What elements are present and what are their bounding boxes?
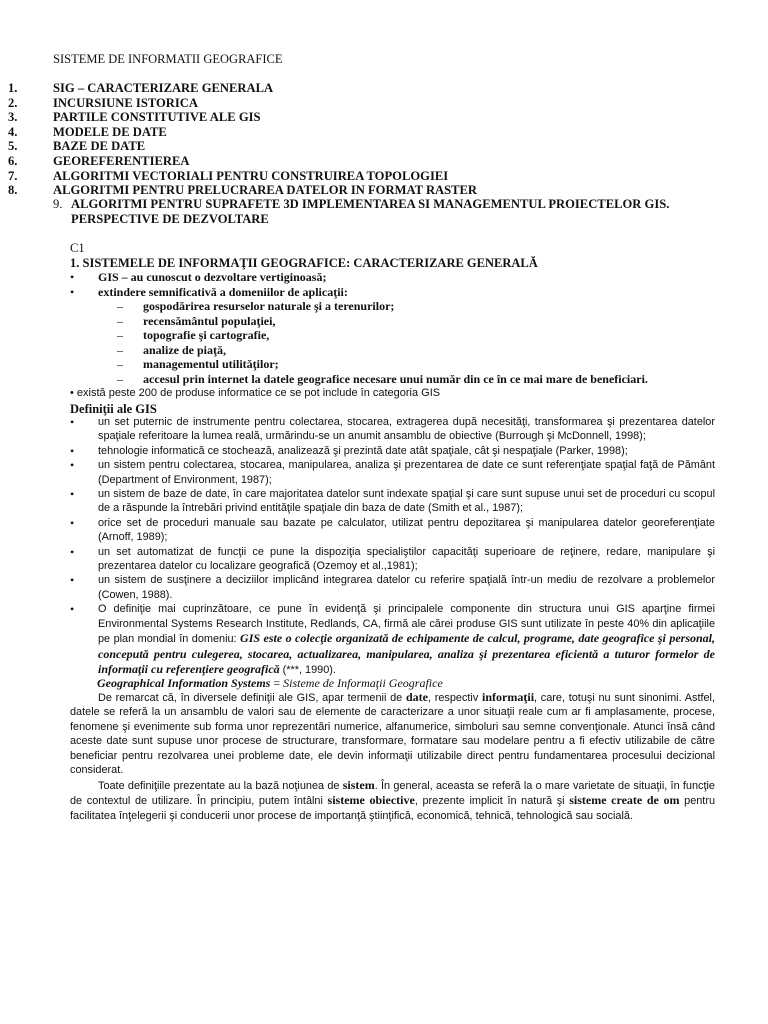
definition-item: • un sistem de baze de date, în care majoritatea datelor sunt indexate spaţial şi care sunt supuse unui set de proceduri cu scopul de a răspunde la întrebări privind entităţile spaţiale din baza de date (Smith et al., 1987); xyxy=(70,487,715,515)
toc-item: 1. SIG – CARACTERIZARE GENERALA xyxy=(8,81,274,95)
toc-item: 8. ALGORITMI PENTRU PRELUCRAREA DATELOR IN FORMAT RASTER xyxy=(8,183,478,198)
section-marker: C1 xyxy=(70,241,85,255)
toc-item: 2. INCURSIUNE ISTORICA xyxy=(8,95,198,110)
intro-bullet: • extindere semnificativă a domeniilor de aplicaţii: xyxy=(70,284,348,299)
bullet-glyph: • xyxy=(70,284,75,299)
intro-bullet: • GIS – au cunoscut o dezvoltare vertiginoasă; xyxy=(70,270,327,284)
toc-item: 7. ALGORITMI VECTORIALI PENTRU CONSTRUIREA TOPOLOGIEI xyxy=(8,168,449,183)
list-item: – topografie şi cartografie, xyxy=(117,328,270,343)
list-item: – gospodărirea resurselor naturale şi a terenurilor; xyxy=(117,299,395,313)
list-item: – analize de piaţă, xyxy=(117,342,226,357)
toc-item-9-line2: PERSPECTIVE DE DEZVOLTARE xyxy=(71,211,269,226)
definition-item: • un sistem de susţinere a deciziilor implicând integrarea datelor cu referire spaţială într-un mediu de rezolvare a problemelor (Cowen, 1988). xyxy=(70,573,715,601)
table-of-contents xyxy=(8,81,688,198)
section-title: 1. SISTEMELE DE INFORMAŢII GEOGRAFICE: CARACTERIZARE GENERALĂ xyxy=(70,256,538,270)
toc-item-9-number: 9. xyxy=(53,197,63,211)
list-item: – managementul utilităţilor; xyxy=(117,357,279,372)
definitions-heading: Definiţii ale GIS xyxy=(70,402,157,416)
list-item: – recensământul populaţiei, xyxy=(117,313,276,328)
toc-item-9-line1: ALGORITMI PENTRU SUPRAFETE 3D IMPLEMENTAREA SI MANAGEMENTUL PROIECTELOR GIS. xyxy=(71,197,670,211)
toc-item-9 xyxy=(53,197,713,226)
list-item: – accesul prin internet la datele geografice necesare unui număr din ce în ce mai mare de beneficiari. xyxy=(117,371,648,386)
gis-acronym-line: Geographical Information Systems = Sisteme de Informaţii Geografice xyxy=(97,676,443,690)
definitions-list xyxy=(70,415,715,677)
definition-item: • tehnologie informatică ce stochează, analizează şi prezintă date atât spaţiale, cât şi nespaţiale (Parker, 1998); xyxy=(70,443,628,458)
esri-definition-emphasis: GIS este o colecţie organizată de echipamente de calcul, programe, date geografice şi personal, concepută pentru culegerea, stocarea, actualizarea, manipularea, analiza şi prezentarea eficientă a tuturor formelor de informaţii cu referenţiere geografică xyxy=(98,631,715,676)
definition-item: • un set puternic de instrumente pentru colectarea, stocarea, extragerea după necesităţi, transformarea şi prezentarea datelor spaţiale referitoare la lumea reală, urmărindu-se un anumit ansamblu de obiective (Burrough şi McDonnell, 1998); xyxy=(70,415,715,443)
toc-item: 5. BAZE DE DATE xyxy=(8,139,146,154)
paragraph-system-notion: Toate definiţiile prezentate au la bază noţiunea de sistem. În general, aceasta se referă la o mare varietate de situaţii, în funcţie de contextul de utilizare. În principiu, putem întâlni sisteme obiective, prezente implicit în natură şi sisteme create de om pentru facilitatea înţelegerii şi conducerii unor procese de importanţă ştiinţifică, economică, tehnică, tehnologică sau socială. xyxy=(70,778,716,822)
toc-item: 6. GEOREFERENTIEREA xyxy=(8,153,190,168)
definition-item: • un set automatizat de funcţii ce pune la dispoziţia specialiştilor capacităţi superioare de reţinere, redare, manipulare şi prezentarea datelor cu localizare geografică (Ozemoy et al.,1981); xyxy=(70,544,715,573)
products-count-note: • există peste 200 de produse informatice ce se pot include în categoria GIS xyxy=(70,387,441,399)
toc-item: 4. MODELE DE DATE xyxy=(8,124,167,139)
application-domains-list xyxy=(117,299,737,387)
paragraph-data-vs-information: De remarcat că, în diversele definiţii ale GIS, apar termenii de date, respectiv informaţii, care, totuşi nu sunt sinonimi. Astfel, datele se referă la un ansamblu de valori sau de elemente de caracterizare a unor situaţii reale cum ar fi amplasamente, procese, fenomene şi evenimente sub forma unor reprezentări numerice, alfanumerice, simboluri sau semne convenţionale. Atunci însă când aceste date sunt supuse unor procese de structurare, transformare, formatare sau modelare pentru a fi efectiv utilizabile de către beneficiar pentru rezolvarea unei probleme date, ele devin informaţii utilizabile direct pentru fundamentarea procesului decizional considerat. xyxy=(70,690,715,777)
definition-item-esri: • O definiţie mai cuprinzătoare, ce pune în evidenţă şi principalele componente din structura unui GIS aparţine firmei Environmental Systems Research Institute, Redlands, CA, firmă ale cărei produse GIS sunt utilizate în peste 40% din aplicaţiile pe plan mondial în domeniu: GIS este o colecţie organizată de echipamente de calcul, programe, date geografice şi personal, concepută pentru culegerea, stocarea, actualizarea, manipularea, analiza şi prezentarea eficientă a tuturor formelor de informaţii cu referenţiere geografică (***, 1990). xyxy=(70,602,715,676)
definition-item: • orice set de proceduri manuale sau bazate pe calculator, utilizat pentru depozitarea şi manipularea datelor georeferenţiate (Arnoff, 1989); xyxy=(70,515,715,544)
toc-item: 3. PARTILE CONSTITUTIVE ALE GIS xyxy=(8,110,261,125)
document-title: SISTEME DE INFORMATII GEOGRAFICE xyxy=(53,52,283,66)
definition-item: • un sistem pentru colectarea, stocarea, manipularea, analiza şi prezentarea de date ce sunt referenţiate spaţial faţă de Pământ (Department of Environment, 1987); xyxy=(70,458,715,486)
bullet-glyph: • xyxy=(70,270,75,284)
